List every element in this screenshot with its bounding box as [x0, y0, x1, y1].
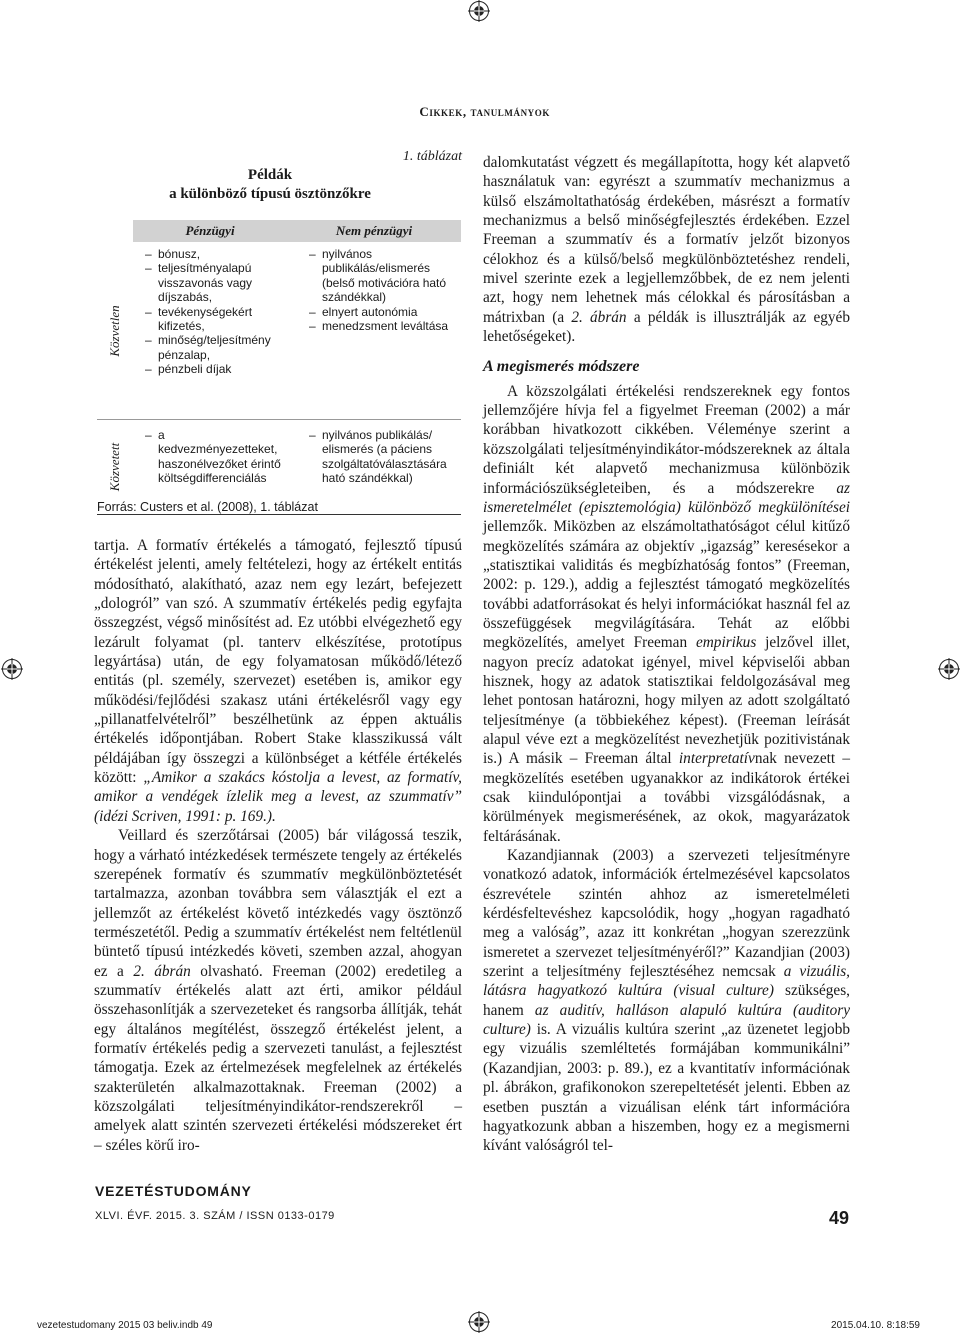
print-slug-datetime: 2015.04.10. 8:18:59	[831, 1320, 920, 1331]
table-source: Forrás: Custers et al. (2008), 1. táblázat	[97, 500, 318, 514]
list-item: – minőség/teljesítmény pénzalap,	[137, 333, 287, 362]
list-item: – pénzbeli díjak	[137, 362, 287, 376]
list-item: – bónusz,	[137, 247, 287, 261]
page-number: 49	[828, 1208, 849, 1228]
list-item: – nyilvános publikálás/elismerés (belső motivációra ható szándékkal)	[301, 247, 461, 305]
list-item: – a kedvezményezetteket, haszonélvezőket érintő költségdifferenciálás	[137, 428, 287, 486]
registration-mark-icon	[468, 1311, 490, 1333]
table-row	[97, 242, 461, 420]
print-slug-file: vezetestudomany 2015 03 beliv.indb 49	[37, 1320, 213, 1331]
list-item: – nyilvános publikálás/ elismerés (a páciens szolgáltatóválasztására ható szándékkal)	[301, 428, 461, 486]
incentive-table	[97, 220, 461, 515]
paragraph: tartja. A formatív értékelés a támogató, fejlesztő típusú értékelést jelenti, amely feltételezi, hogy az értékelt entitás módosítható, alakítható, azaz nem egy lezárt, befejezett „dologról” van szó. A szummatív értékelés pedig egyfajta összegzést, végső minősítést ad. Ez utóbbi elvégezhető egy lezárult folyamat (pl. tanterv elkészítése, prototípus legyártása) után, de egy folyamatosan működő/létező entitás (pl. személy, szervezet) esetében is, amikor egy működési/fejlődési szakasz utáni értékelésről vagy egy „pillanatfelvételről” beszélhetünk az éppen aktuális értékelés időpontjában. Robert Stake klasszikussá vált példájában így összegzi a különbséget a kétféle értékelés között: „Amikor a szakács kóstolja a levest, az formatív, amikor a vendégek ízlelik meg a levest, az szummatív” (idézi Scriven, 1991: p. 169.).	[94, 537, 462, 825]
list-item: – menedzsment leváltása	[301, 319, 461, 333]
section-heading: A megismerés módszere	[483, 358, 640, 376]
cell-direct-nonfinancial	[287, 242, 461, 420]
table-corner	[97, 220, 133, 242]
list-item: – teljesítményalapú visszavonás vagy díjszabás,	[137, 261, 287, 304]
paragraph: Kazandjiannak (2003) a szervezeti teljesítményre vonatkozó adatok, információk értelmezésével kapcsolatos észrevétele szintén ahhoz az ismeretelméleti kérdésfeltevéshez kapcsolódik, hogy „hogyan ragadható meg a valóság”, azaz itt konkrétan „hogyan szerezzünk ismeretet a szervezet teljesítményéről?” Kazandjian (2003) szerint a teljesítmény fejlesztéséhez nemcsak a vizuális, látásra hagyatkozó kultúra (visual culture) szükséges, hanem az auditív, halláson alapuló kultúra (auditory culture) is. A vizuális kultúra szerint „az üzenetet legjobb egy vizuális szemléltetés formájában kommunikálni” (Kazandjian, 2003: p. 89.), ez a kvantitatív információnak pl. ábrákon, grafikonokon szerepeltetését jelenti. Ebben az esetben pusztán a vizuálisan elénk tárt információra hagyatkozunk abban a hiszemben, hogy ez a megismerni kívánt valóságról tel-	[483, 847, 850, 1155]
text-column-right	[483, 153, 850, 1156]
issue-info: XLVI. ÉVF. 2015. 3. SZÁM / ISSN 0133-0179	[95, 1210, 335, 1222]
paragraph: dalomkutatást végzett és megállapította, hogy két alapvető használatuk van: egyrészt a szummatív mechanizmus a külső elszámoltathatóság érdekében, másrészt a formatív mechanizmus a belső minőségfejlesztés érdekében. Ezzel Freeman a szummatív és a formatív jelzőt bizonyos célokhoz és a külső/belső megkülönböztetéshez rendeli, mivel szerinte ezek a legjellemzőbbek, de ez nem jelenti azt, hogy nem lehetnek más célokkal és párosításban a mátrixban (a 2. ábrán a példák is illusztrálják az egyéb lehetőségeket).	[483, 154, 850, 346]
registration-mark-icon	[468, 0, 490, 22]
table-number: 1. táblázat	[402, 149, 462, 164]
table-title: Példák	[247, 167, 293, 183]
table-subtitle: a különböző típusú ösztönzőkre	[169, 186, 371, 202]
running-header: Cikkek, tanulmányok	[419, 104, 550, 119]
row-header-indirect: Közvetett	[97, 420, 133, 515]
registration-mark-icon	[938, 658, 960, 680]
paragraph: A közszolgálati értékelési rendszereknek egy fontos jellemzőjére hívja fel a figyelmet Freeman (2002) a már korábban hivatkozott cikkében. Véleménye szerint a közszolgálati teljesítményindikátor-módszereknek az általa definiált két alapvető mechanizmusa különbözik információszükségleteiben, és a módszerekre az ismeretelmélet (episztemológia) különböző megkülönítései jellemzők. Miközben az elszámoltathatóságot célul kitűző megközelítés számára az objektív „igazság” keresésekor a „statisztikai validitás és megbízhatóság fontos” (Freeman, 2002: p. 129.), addig a fejlesztést támogató megközelítés további adatforrásokat és helyi információkat használ fel az összefüggések megvilágítására. Tehát az előbbi megközelítés, amelyet Freeman empirikus jelzővel illet, nagyon precíz adatokat igényel, mivel képviselői abban hisznek, hogy az adatok statisztikai feldolgozásával meg lehet pontosan határozni, hogy milyen az adott szolgáltató teljesítménye (a többiekéhez képest). (Freeman leírását alapul véve ezt a megközelítést nevezhetjük pozitivistának is.) A másik – Freeman által interpretatívnak nevezett – megközelítés esetében ugyanakkor az indikátorok értékei csak kiindulópontjai a további vizsgálódásnak, a körülmények megismerésének, az okok, magyarázatok feltárásának.	[483, 382, 850, 845]
list-item: – elnyert autonómia	[301, 305, 461, 319]
paragraph: Veillard és szerzőtársai (2005) bár világossá teszik, hogy a várható intézkedések természete tengely az értékelés szerepének formatív és szummatív megkülönböztetését tartalmazza, azonban továbbra sem választják el ezt a jellemzőt az értékelést követő intézkedés vagy ösztönző természetétől. Pedig a szummatív értékelést nem feltétlenül büntető típusú intézkedés követi, szemben azzal, ahogyan ez a 2. ábrán olvasható. Freeman (2002) eredetileg a szummatív értékelés alatt azt érti, amikor például összehasonlítják a szervezeteket és rangsorba állítják, tehát egy általános megítélést, összegző értékelést jelent, a formatív értékelés pedig a szervezeti tanulást, a fejlesztést támogatja. Ezek az értelmezések megfelelnek az értékelés szakterületén alkalmazottaknak. Freeman (2002) a közszolgálati teljesítményindikátor-rendszerekről – amelyek alatt szintén szervezeti értékelési módszereket ért – széles körű iro-	[94, 827, 462, 1154]
list-item: – tevékenységekért kifizetés,	[137, 305, 287, 334]
col-header-nonfinancial: Nem pénzügyi	[287, 220, 461, 242]
text-column-left	[94, 536, 462, 1155]
magazine-name: VEZETÉSTUDOMÁNY	[95, 1183, 252, 1199]
registration-mark-icon	[1, 658, 23, 680]
col-header-financial: Pénzügyi	[133, 220, 287, 242]
cell-direct-financial	[133, 242, 287, 420]
row-header-direct: Közvetlen	[106, 304, 122, 357]
